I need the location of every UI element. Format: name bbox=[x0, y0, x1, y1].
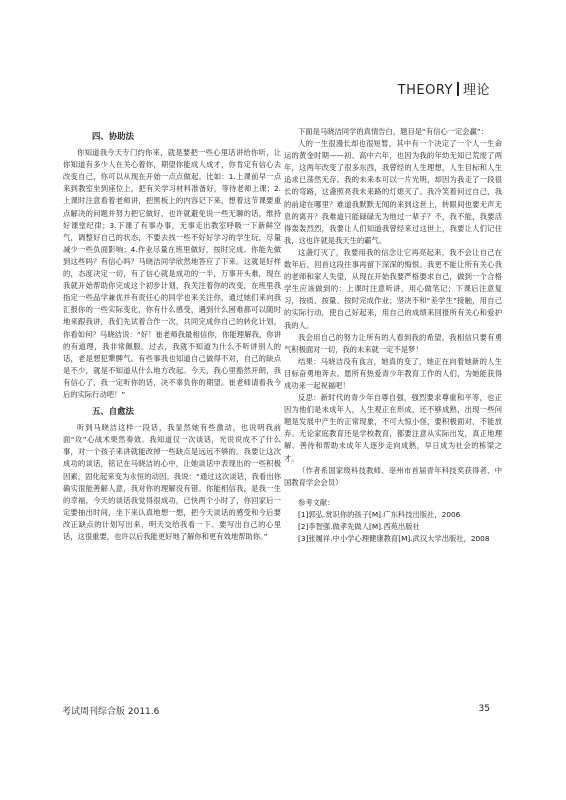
heading-assist-method: 四、协助法 bbox=[92, 131, 134, 141]
section-title-en: THEORY bbox=[397, 83, 453, 98]
reference-item: [1]郭弘.赏识你的孩子[M].广东科技出版社，2006 bbox=[298, 509, 461, 519]
title-divider bbox=[457, 82, 459, 96]
heading-self-heal-method: 五、自愈法 bbox=[92, 406, 134, 417]
paragraph: 听到马晓洁这样一段话，我显然她有些激动，也说明我前面“攻”心战术果然奏效。我知道仅一次谈话，光说说成不了什么事，对一个孩子来讲就能改掉一些缺点是远远不够的。我要让这次成功的谈话，铭记在马晓洁的心中，让她谈话中表现出的一些积极因素，固化起来变为永恒的动因。我说：“通过这次谈话，我看出你确实很能善解人意，我对你的理解没有错。你能相信我，是我一生的幸福，今天的谈话我觉得很成功，已快两个小时了，你回家后一定要抽出时间，坐下来认真地想一想，把今天谈话的感受和今后要改正缺点的计划写出来，明天交给我看一下。要写出自己的心里话，这很重要，也许以后我能更好地了解你和更有效地帮助你。” bbox=[63, 423, 281, 541]
reference-item: [2]李智强.做孝先做人[M].西苑出版社 bbox=[298, 522, 420, 531]
paragraph: 这盏灯灭了，我要用我的信念让它再亮起来，我不会让自己在数年后，回首这段往事再留下深深的悔恨。我更不能让所有关心我的老师和家人失望，从现在开始我要严格要求自己，做到一个合格学生应该做到的：上课时注意听讲，用心做笔记；下课后注意复习，按质、按量、按时完成作业；坚决不和“差学生”接触，用自己的实际行动，使自己好起来，用自己的成绩来回报所有关心和爱护我的人。 bbox=[284, 247, 502, 330]
paragraph: 结果：马晓洁没有食言，她真的变了，她正在向着她新的人生目标奋勇地奔去。愿所有热爱青少年教育工作的人们，为她能获得成功来一起祝福吧！ bbox=[284, 356, 502, 390]
magazine-name: 考试周刊综合版 2011.6 bbox=[62, 707, 160, 717]
left-column bbox=[63, 126, 281, 543]
paragraph: 我会用自己的努力让所有的人看到我的希望。我相信只要有勇气积极面对一切，我的未来就一定不是梦！ bbox=[284, 332, 502, 354]
references-heading: 参考文献： bbox=[298, 497, 335, 507]
paragraph: 你知道我今天专门约你来，就是要把一些心里话讲给你听，让你知道有多少人在关心着你，期望你能成人成才，你肯定有信心去改变自己，你可以从现在开始一点点做起。比如：1.上课前早一点来到教室坐到座位上，把有关学习材料准备好，等待老师上课；2.上课时注意看着老师讲，把黑板上的内容记下来，想着这节课要重点解决的问题并努力把它做好，也许就避免说一些无聊的话，维持好课堂纪律；3.下课了有事办事，无事走出教室呼吸一下新鲜空气，调整好自己的状态，不要去找一些不好好学习的学生玩，尽量减少一些负面影响；4.作业尽量在班里做好，按时完成。你能先做到这些吗？有信心吗？马晓洁同学欣然地答应了下来。这就是好样的，态度决定一切，有了信心就是成功的一半，万事开头难，现在我就开始帮助你完成这个初步计划，我关注着你的改变，在班里我指定一些品学兼优并有责任心的同学也来关注你，通过她们来向我汇报你的一些实际变化，你有什么感受，遇到什么困难都可以随时地来跟我讲，我们先试着合作一次，共同完成你自己的转化计划，你看如何？马晓洁说：“好！崔老师我最相信你，你能理解我，你讲的有道理，我非常佩服。过去，我就不知道为什么不听讲别人的话，老是想犯犟脾气。有些事我也知道自己做得不对，自己的缺点是不少，就是不知道从什么地方改起。今天，我心里豁然开朗，我有信心了，我一定听你的话，决不辜负你的期望。崔老师请看我今后的实际行动吧！” bbox=[63, 148, 281, 399]
section-header bbox=[398, 79, 490, 98]
paragraph: 下面是马晓洁同学的真情告白，题目是“有信心一定会赢”： bbox=[298, 127, 488, 136]
paragraph: 人的一生很漫长却也很短暂，其中有一个决定了一个人一生命运的黄金时期——初、高中六年，也因为我的年幼无知已荒废了两年，这两年改变了很多东西，我曾经的人生理想，人生目标和人生追求已荡然无存。我的未来本可以一片光明，却因为我走了一段很长的弯路，这盏照亮我未来路的灯熄灭了。我冷笑着问过自己，我的前途在哪里？难道我默默无闻的来到这世上，转眼间也要无声无息的离开？我难道只能碌碌无为地过一辈子？不，我不能，我要活得轰轰烈烈，我要让人们知道我曾经来过这世上，我要让人们记住我，这也许就是我天生的霸气。 bbox=[284, 139, 502, 245]
right-column bbox=[284, 126, 502, 545]
section-title-zh: 理论 bbox=[462, 83, 490, 98]
paragraph: 反思：新时代的青少年自尊自强，强烈要求尊重和平等，也正因为他们是未成年人，人生观正在形成，还不够成熟，出现一些问题是发展中产生的正常现象，不可大惊小怪，要积极面对，不能放弃。无论家庭教育还是学校教育，都要注意从实际出发，真正地理解、善待和帮助未成年人逐步走向成熟，早日成为社会的栋梁之才。 bbox=[284, 393, 502, 463]
reference-item: [3]张履祥.中小学心理健康教育[M].武汉大学出版社，2008 bbox=[298, 534, 490, 544]
author-note: （作者系国家级科技教师、亳州市首届青年科技奖获得者、中国教育学会会员） bbox=[284, 465, 502, 487]
page-number: 35 bbox=[478, 704, 490, 714]
